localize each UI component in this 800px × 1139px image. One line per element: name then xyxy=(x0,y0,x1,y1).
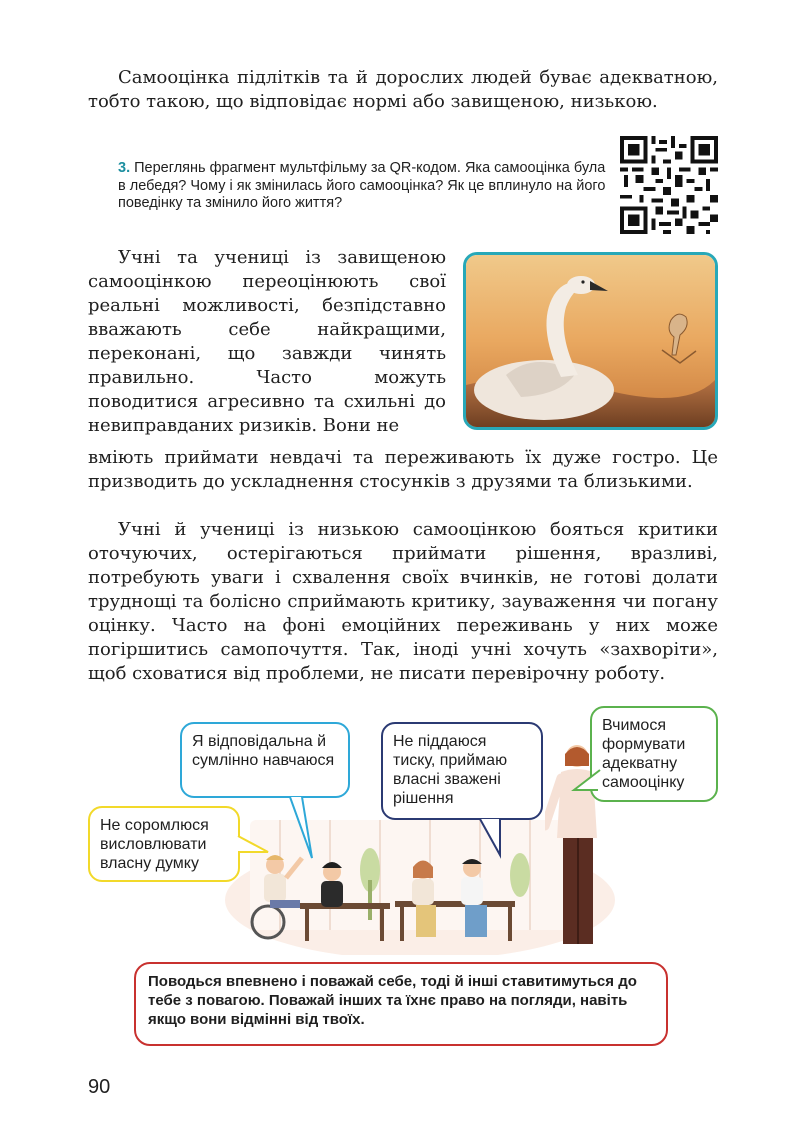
task-text: Переглянь фрагмент мультфільму за QR-кодом. Яка самооцінка була в лебедя? Чому і як змінилась його самооцінка? Як це вплинуло на його поведінку та змінило його життя? xyxy=(118,160,606,211)
intro-paragraph: Самооцінка підлітків та й дорослих людей буває адекватною, тобто такою, що відповідає нормі або завищеною, низькою. xyxy=(88,67,718,112)
high-self-esteem-continuation: вміють приймати невдачі та переживають їх дуже гостро. Це призводить до ускладнення стосунків з друзями та близькими. xyxy=(88,447,718,492)
page-number: 90 xyxy=(88,1076,111,1098)
bubble-opinion: Не соромлюся висловлювати власну думку xyxy=(88,806,240,882)
low-self-esteem-paragraph: Учні й учениці із низькою самооцінкою бояться критики оточуючих, остерігаються приймати рішення, вразливі, потребують уваги і схвалення своїх вчинків, не готові долати труднощі та болісно сприймають критику, зауваження чи погану оцінку. Часто на фоні емоційних переживань у них може погіршитись самопочуття. Так, іноді учні хочуть «захворіти», щоб сховатися від проблеми, не писати перевірочну роботу. xyxy=(88,519,718,684)
advice-note: Поводься впевнено і поважай себе, тоді й інші ставитимуться до тебе з повагою. Поважай інших та їхнє право на погляди, навіть якщо вони відмінні від твоїх. xyxy=(134,962,668,1046)
bubble-responsible: Я відповідальна й сумлінно навчаюся xyxy=(180,722,350,798)
bubble-pressure: Не піддаюся тиску, приймаю власні зважені рішення xyxy=(381,722,543,820)
high-self-esteem-paragraph: Учні та учениці із завищеною самооцінкою переоцінюють свої реальні можливості, безпідставно вважають себе найкращими, переконані, що завжди чинять правильно. Часто можуть поводитися агресивно та схильні до невиправданих ризиків. Вони не xyxy=(88,247,446,436)
bubble-teacher: Вчимося формувати адекватну самооцінку xyxy=(590,706,718,802)
task-number: 3. xyxy=(118,160,131,176)
